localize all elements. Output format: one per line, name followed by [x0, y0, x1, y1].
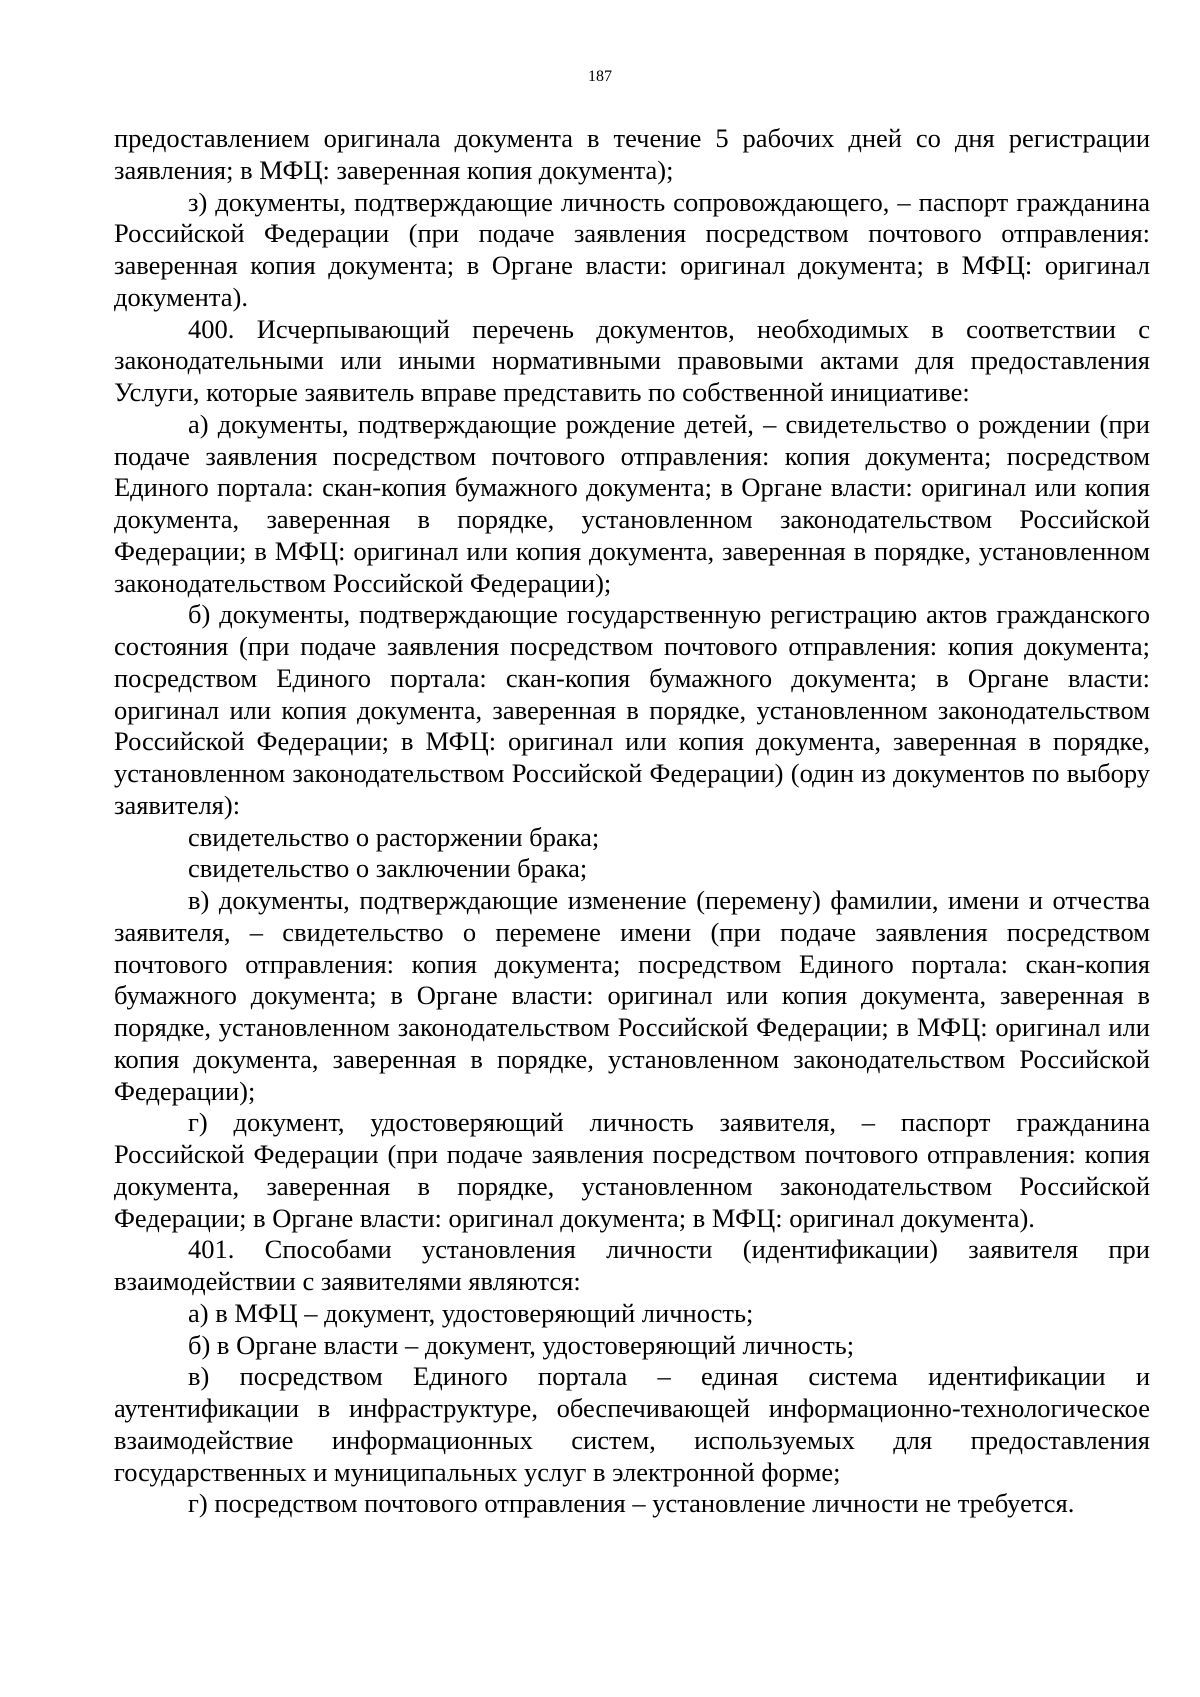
list-item-divorce-certificate: свидетельство о расторжении брака; [188, 821, 600, 852]
paragraph-401-item-v: в) посредством Единого портала – единая система идентификации и аутентификации в инфраструктуре, обеспечивающей информационно-технологическое взаимодействие информационных систем, используемых для предоставления государственных и муниципальных услуг в электронной форме; [114, 1361, 1150, 1487]
paragraph-401-item-b: б) в Органе власти – документ, удостоверяющий личность; [188, 1329, 855, 1360]
paragraph-401-item-g: г) посредством почтового отправления – установление личности не требуется. [188, 1488, 1075, 1519]
paragraph-continuation: предоставлением оригинала документа в течение 5 рабочих дней со дня регистрации заявления; в МФЦ: заверенная копия документа); [114, 123, 1150, 185]
paragraph-400: 400. Исчерпывающий перечень документов, необходимых в соответствии с законодательными или иными нормативными правовыми актами для предоставления Услуги, которые заявитель вправе представить по собственной инициативе: [114, 313, 1150, 407]
paragraph-400-item-v: в) документы, подтверждающие изменение (перемену) фамилии, имени и отчества заявителя, – свидетельство о перемене имени (при подаче заявления посредством почтового отправления: копия документа; посредством Единого портала: скан-копия бумажного документа; в Органе власти: оригинал или копия документа, заверенная в порядке, установленном законодательством Российской Федерации; в МФЦ: оригинал или копия документа, заверенная в порядке, установленном законодательством Российской Федерации); [114, 885, 1150, 1106]
paragraph-400-item-g: г) документ, удостоверяющий личность заявителя, – паспорт гражданина Российской Федерации (при подаче заявления посредством почтового отправления: копия документа, заверенная в порядке, установленном законодательством Российской Федерации; в Органе власти: оригинал документа; в МФЦ: оригинал документа). [114, 1107, 1150, 1233]
paragraph-400-item-b: б) документы, подтверждающие государственную регистрацию актов гражданского состояния (при подаче заявления посредством почтового отправления: копия документа; посредством Единого портала: скан-копия бумажного документа; в Органе власти: оригинал или копия документа, заверенная в порядке, установленном законодательством Российской Федерации; в МФЦ: оригинал или копия документа, заверенная в порядке, установленном законодательством Российской Федерации) (один из документов по выбору заявителя): [114, 599, 1150, 820]
paragraph-400-item-a: а) документы, подтверждающие рождение детей, – свидетельство о рождении (при подаче заявления посредством почтового отправления: копия документа; посредством Единого портала: скан-копия бумажного документа; в Органе власти: оригинал или копия документа, заверенная в порядке, установленном законодательством Российской Федерации; в МФЦ: оригинал или копия документа, заверенная в порядке, установленном законодательством Российской Федерации); [114, 408, 1150, 598]
paragraph-401: 401. Способами установления личности (идентификации) заявителя при взаимодействии с заявителями являются: [114, 1234, 1150, 1296]
list-item-marriage-certificate: свидетельство о заключении брака; [188, 853, 588, 884]
document-body [114, 123, 1150, 1520]
paragraph-item-z: з) документы, подтверждающие личность сопровождающего, – паспорт гражданина Российской Федерации (при подаче заявления посредством почтового отправления: заверенная копия документа; в Органе власти: оригинал документа; в МФЦ: оригинал документа). [114, 186, 1150, 312]
paragraph-401-item-a: а) в МФЦ – документ, удостоверяющий личность; [188, 1297, 754, 1328]
page-number: 187 [588, 68, 612, 85]
